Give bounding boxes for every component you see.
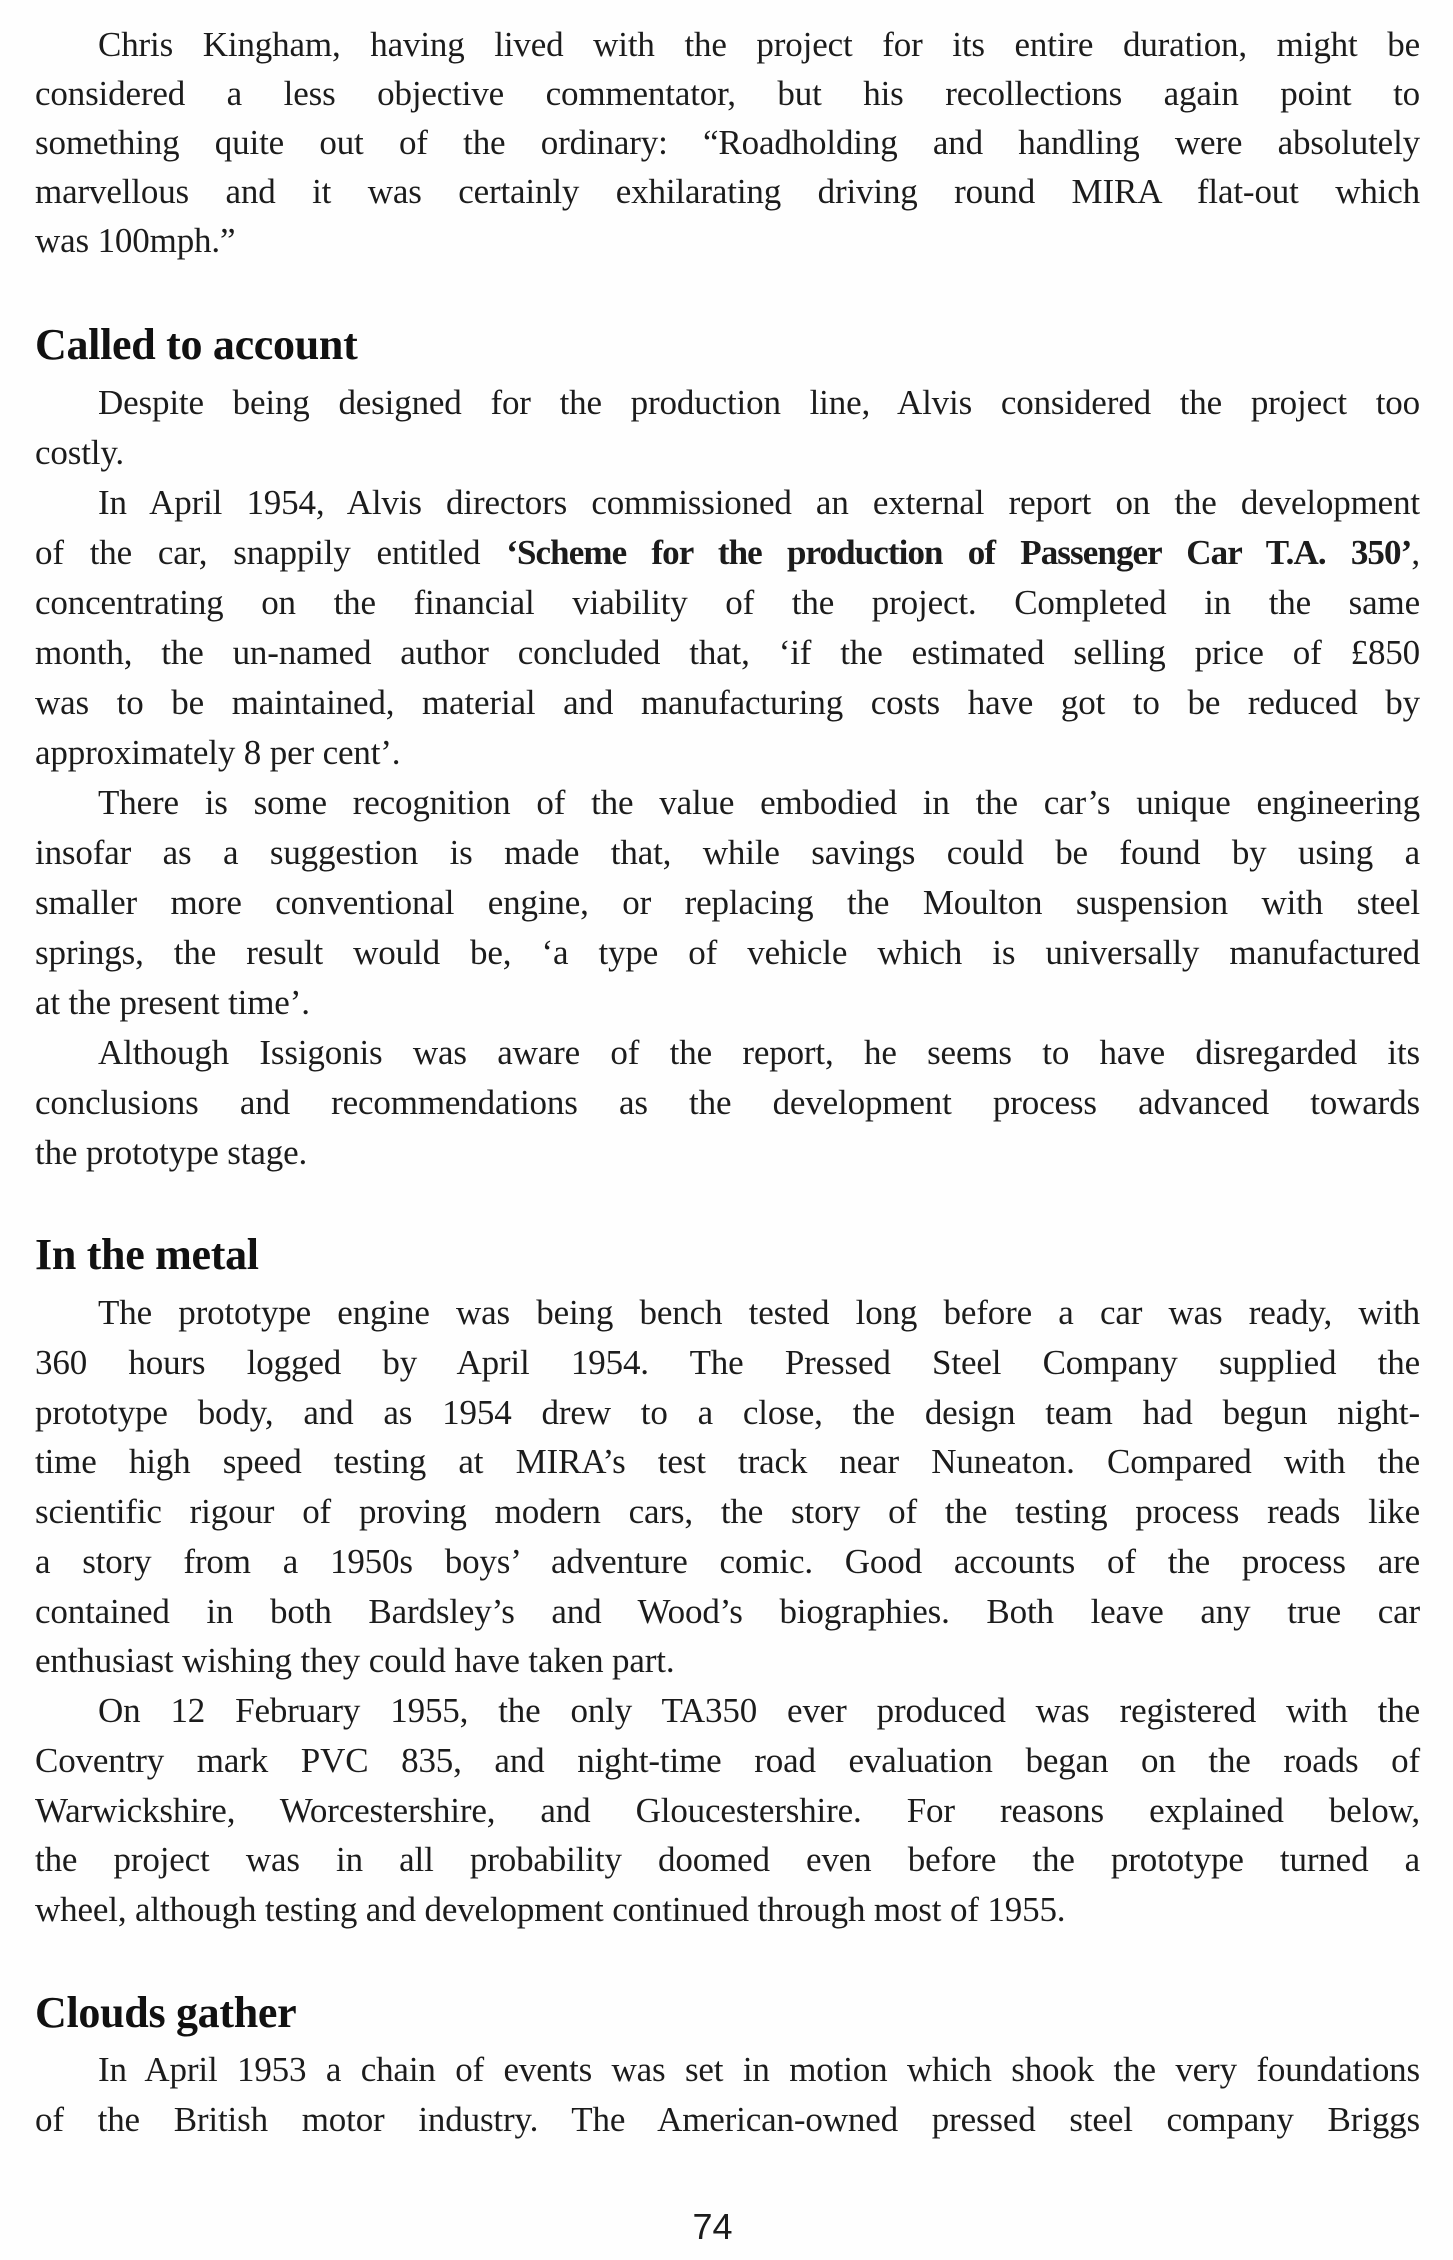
- text-line: In April 1953 a chain of events was set in motion which shook the very foundations: [98, 2050, 1420, 2089]
- text-line: Coventry mark PVC 835, and night-time road evaluation began on the roads of: [35, 1740, 1420, 1780]
- text-line: In April 1954, Alvis directors commissioned an external report on the development: [98, 483, 1420, 522]
- text-line: marvellous and it was certainly exhilarating driving round MIRA flat-out which: [35, 172, 1420, 211]
- text-line: smaller more conventional engine, or replacing the Moulton suspension with steel: [35, 883, 1420, 922]
- text-line: Despite being designed for the production line, Alvis considered the project too: [98, 383, 1420, 422]
- text-line: Warwickshire, Worcestershire, and Gloucestershire. For reasons explained below,: [35, 1790, 1420, 1830]
- text-line: something quite out of the ordinary: “Roadholding and handling were absolutely: [35, 123, 1420, 162]
- text-line: costly.: [35, 433, 125, 472]
- text-line: prototype body, and as 1954 drew to a close, the design team had begun night-: [35, 1392, 1420, 1432]
- text-line: The prototype engine was being bench tested long before a car was ready, with: [98, 1293, 1420, 1332]
- text-line: at the present time’.: [35, 983, 310, 1022]
- text-line: scientific rigour of proving modern cars, the story of the testing process reads like: [35, 1492, 1420, 1531]
- text-line: approximately 8 per cent’.: [35, 733, 401, 772]
- text-line: month, the un-named author concluded that, ‘if the estimated selling price of £850: [35, 633, 1420, 672]
- text-run: ,: [1411, 533, 1420, 572]
- page-number-text: 74: [692, 2206, 733, 2247]
- text-line-with-report-title: [35, 528, 1420, 578]
- text-line: There is some recognition of the value embodied in the car’s unique engineering: [98, 783, 1420, 822]
- text-line: a story from a 1950s boys’ adventure comic. Good accounts of the process are: [35, 1541, 1420, 1581]
- text-line: considered a less objective commentator, but his recollections again point to: [35, 74, 1420, 113]
- section-heading-clouds-gather: Clouds gather: [35, 1988, 297, 2037]
- text-line: Although Issigonis was aware of the report, he seems to have disregarded its: [98, 1033, 1420, 1072]
- section-heading-called-to-account: Called to account: [35, 320, 358, 369]
- text-line: contained in both Bardsley’s and Wood’s biographies. Both leave any true car: [35, 1591, 1420, 1631]
- report-title-bold: ‘Scheme for the production of Passenger Car T.A. 350’: [506, 533, 1412, 572]
- text-line: conclusions and recommendations as the development process advanced towards: [35, 1083, 1420, 1122]
- text-line: the project was in all probability doomed even before the prototype turned a: [35, 1840, 1420, 1880]
- text-line: On 12 February 1955, the only TA350 ever produced was registered with the: [98, 1691, 1420, 1730]
- text-line: the prototype stage.: [35, 1133, 308, 1172]
- text-line: time high speed testing at MIRA’s test track near Nuneaton. Compared with the: [35, 1442, 1420, 1482]
- text-line: springs, the result would be, ‘a type of vehicle which is universally manufactured: [35, 933, 1420, 972]
- text-line: concentrating on the financial viability of the project. Completed in the same: [35, 583, 1420, 622]
- text-line: was to be maintained, material and manufacturing costs have got to be reduced by: [35, 683, 1420, 722]
- paragraph-kingham-quote: [35, 20, 1420, 265]
- text-line: 360 hours logged by April 1954. The Pressed Steel Company supplied the: [35, 1342, 1420, 1382]
- text-line: was 100mph.”: [35, 221, 236, 260]
- section-heading-in-the-metal: In the metal: [35, 1230, 259, 1279]
- text-line: wheel, although testing and development continued through most of 1955.: [35, 1890, 1066, 1929]
- text-line: enthusiast wishing they could have taken part.: [35, 1641, 675, 1681]
- section-body-called-to-account: [35, 378, 1420, 1178]
- text-line: insofar as a suggestion is made that, while savings could be found by using a: [35, 833, 1420, 872]
- section-body-clouds-gather: [35, 2045, 1420, 2145]
- page-number: [0, 2202, 1453, 2252]
- text-line: Chris Kingham, having lived with the project for its entire duration, might be: [98, 25, 1420, 64]
- text-run: of the car, snappily entitled: [35, 533, 507, 572]
- text-line: of the British motor industry. The American-owned pressed steel company Briggs: [35, 2100, 1420, 2139]
- section-body-in-the-metal: [35, 1288, 1420, 1935]
